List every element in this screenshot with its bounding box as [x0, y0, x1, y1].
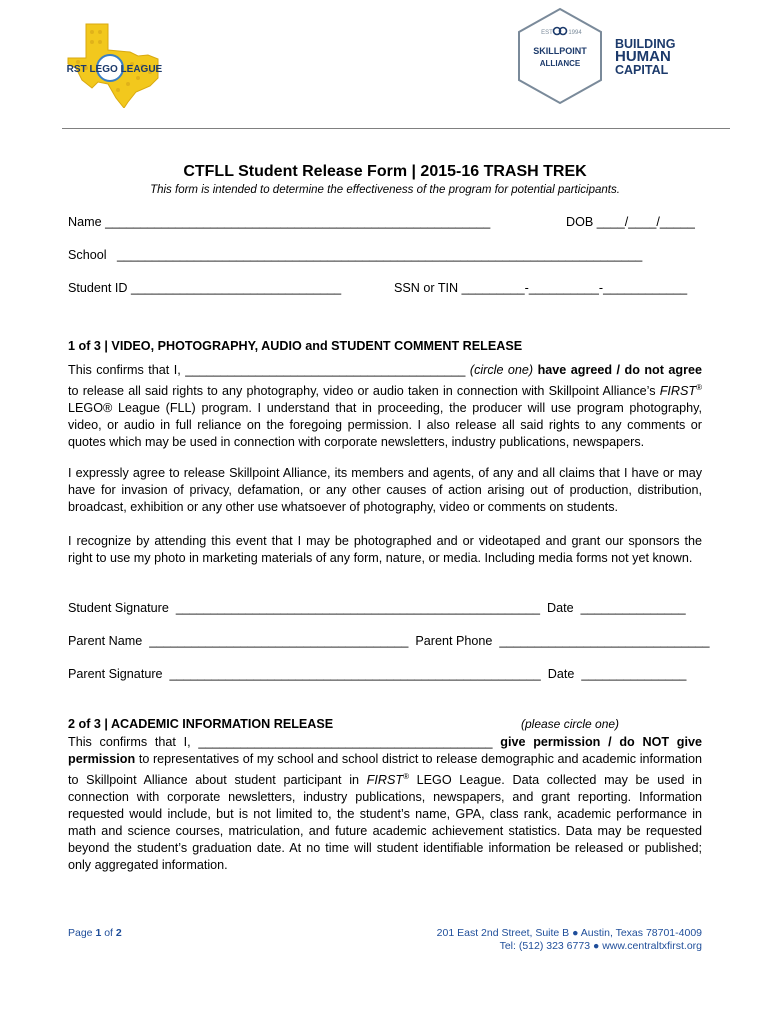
section1-paragraph3: I recognize by attending this event that I may be photographed and or videotaped and grant our sponsors the right to use my photo in marketing materials of any form, nature, or media. Including media forms not yet known. [68, 534, 702, 565]
texas-fll-logo [66, 22, 162, 108]
page-number [68, 927, 122, 939]
s2-reg: ® [403, 772, 409, 781]
s1-first: FIRST [659, 384, 697, 399]
footer-contact [302, 927, 702, 953]
section1-paragraph2: I expressly agree to release Skillpoint Alliance, its members and agents, of any and all claims that I have or may have for invasion of privacy, defamation, or any other causes of action arising out of production, distribution, broadcast, exhibition or any other use whatsoever of photography, video or comments on students. [68, 466, 702, 514]
parent-signature-field[interactable]: Parent Signature _____________________________________________________ Date _______________ [68, 667, 687, 681]
footer-phone-web[interactable]: Tel: (512) 323 6773 ● www.centraltxfirst.org [499, 940, 702, 952]
skillpoint-badge [517, 7, 603, 105]
section2-heading: 2 of 3 | ACADEMIC INFORMATION RELEASE [68, 717, 334, 731]
page-of: of [101, 927, 116, 939]
logo-text: FIRST LEGO LEAGUE [66, 64, 162, 75]
header-divider [62, 128, 730, 129]
parent-name-field[interactable]: Parent Name _____________________________________ Parent Phone ______________________________ [68, 634, 710, 648]
dob-field[interactable]: DOB ____/____/_____ [566, 215, 695, 229]
page-current: 1 [95, 927, 102, 939]
s2-p-rest: LEGO League. Data collected may be used in connection with corporate newsletters, industry publications, newspapers, and grant reporting. Information requested would include, but is not limited to, the student’s name, GPA, class rank, academic performance in math and science courses, matriculation, and future academic achievement statistics. Data may be requested beyond the student’s graduation date. At no time will student identifiable information be released or published; only aggregated information. [68, 773, 702, 873]
page-prefix: Page [68, 927, 96, 939]
badge-est: EST [541, 30, 553, 36]
s2-first: FIRST [366, 773, 404, 788]
tagline-line1: BUILDING [615, 37, 676, 51]
badge-year: 1994 [568, 30, 582, 36]
s1-p1-to: to release all said rights to any photography, video or audio taken in connection with Skillpoint Alliance’s [68, 384, 660, 399]
badge-name-line2: ALLIANCE [539, 59, 581, 68]
s1-circle-note: (circle one) [469, 363, 534, 377]
section1-paragraph1 [68, 362, 702, 451]
tagline-line3: CAPITAL [615, 63, 669, 77]
page-title: CTFLL Student Release Form | 2015-16 TRASH TREK [183, 163, 587, 180]
school-field[interactable]: School ___________________________________________________________________________ [68, 248, 643, 262]
tagline-line2: HUMAN [615, 48, 671, 65]
s1-p1-rest: LEGO® League (FLL) program. I understand that in proceeding, the producer will use program photography, video, or audio in full reliance on the foregoing permission. I also release all said rights to any comments or quotes which may be used in connection with corporate newsletters, industry publications, newspapers. [68, 401, 702, 450]
tagline [615, 38, 715, 76]
section2-paragraph [68, 734, 702, 874]
name-field[interactable]: Name _______________________________________________________ [68, 215, 491, 229]
section2-circle-note: (please circle one) [521, 717, 620, 731]
section1-heading: 1 of 3 | VIDEO, PHOTOGRAPHY, AUDIO and STUDENT COMMENT RELEASE [68, 339, 523, 353]
s2-p-start[interactable]: This confirms that I, __________________________________________ [68, 735, 501, 749]
student-id-field[interactable]: Student ID ______________________________ [68, 281, 342, 295]
s1-agree-options[interactable]: have agreed / do not agree [537, 363, 703, 377]
student-signature-field[interactable]: Student Signature ____________________________________________________ Date _______________ [68, 601, 686, 615]
footer-address: 201 East 2nd Street, Suite B ● Austin, Texas 78701-4009 [436, 927, 702, 939]
s2-permission-options[interactable]: give permission / do NOT give permission [68, 735, 702, 766]
ssn-field[interactable]: SSN or TIN _________-__________-____________ [394, 281, 688, 295]
page-subtitle: This form is intended to determine the effectiveness of the program for potential participants. [150, 184, 620, 196]
page-total: 2 [115, 927, 122, 939]
s1-p1-start[interactable]: This confirms that I, ________________________________________ [68, 363, 470, 377]
s2-p-mid: to representatives of my school and school district to release demographic and academic information to Skillpoint Alliance about student participant in [68, 752, 702, 788]
s1-reg: ® [696, 383, 702, 392]
badge-name-line1: SKILLPOINT [533, 46, 587, 56]
